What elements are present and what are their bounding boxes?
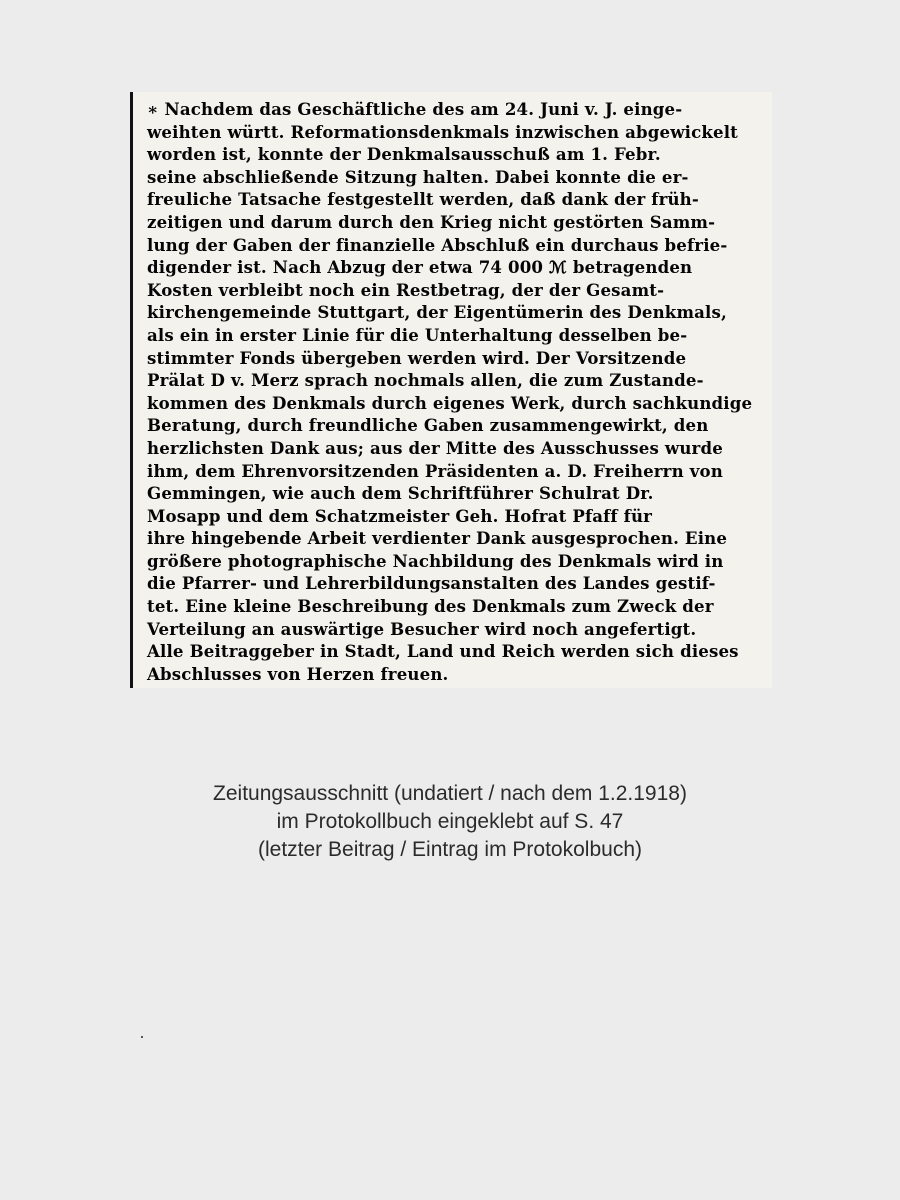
caption bbox=[0, 780, 900, 864]
clipping-line: die Pfarrer- und Lehrerbildungsanstalten des Landes gestif- bbox=[147, 573, 716, 594]
scan-speck bbox=[141, 1036, 143, 1038]
clipping-line: ihre hingebende Arbeit verdienter Dank ausgesprochen. Eine bbox=[147, 528, 728, 549]
clipping-line: als ein in erster Linie für die Unterhaltung desselben be- bbox=[147, 324, 688, 345]
clipping-line: Verteilung an auswärtige Besucher wird noch angefertigt. bbox=[147, 618, 697, 639]
clipping-line: größere photographische Nachbildung des Denkmals wird in bbox=[147, 550, 724, 571]
clipping-line: ∗ Nachdem das Geschäftliche des am 24. Juni v. J. einge- bbox=[147, 99, 683, 119]
clipping-line: digender ist. Nach Abzug der etwa 74 000 ℳ betragenden bbox=[147, 257, 693, 278]
clipping-line: lung der Gaben der finanzielle Abschluß ein durchaus befrie- bbox=[147, 234, 728, 255]
clipping-line: Prälat D v. Merz sprach nochmals allen, die zum Zustande- bbox=[147, 370, 704, 391]
clipping-line: Kosten verbleibt noch ein Restbetrag, der der Gesamt- bbox=[147, 279, 665, 300]
clipping-line: weihten württ. Reformationsdenkmals inzwischen abgewickelt bbox=[147, 121, 738, 142]
newspaper-clipping bbox=[130, 92, 772, 688]
caption-line-1: Zeitungsausschnitt (undatiert / nach dem 1.2.1918) bbox=[213, 782, 687, 805]
clipping-line: Abschlusses von Herzen freuen. bbox=[147, 663, 449, 684]
clipping-line: Gemmingen, wie auch dem Schriftführer Schulrat Dr. bbox=[147, 483, 654, 504]
clipping-line: tet. Eine kleine Beschreibung des Denkmals zum Zweck der bbox=[147, 596, 714, 617]
clipping-line: kirchengemeinde Stuttgart, der Eigentümerin des Denkmals, bbox=[147, 302, 727, 323]
clipping-line: freuliche Tatsache festgestellt werden, daß dank der früh- bbox=[147, 189, 699, 210]
clipping-line: stimmter Fonds übergeben werden wird. Der Vorsitzende bbox=[147, 347, 687, 368]
caption-line-3: (letzter Beitrag / Eintrag im Protokolbuch) bbox=[258, 838, 642, 861]
clipping-line: zeitigen und darum durch den Krieg nicht gestörten Samm- bbox=[147, 211, 716, 232]
clipping-text bbox=[147, 98, 768, 685]
clipping-line: kommen des Denkmals durch eigenes Werk, durch sachkundige bbox=[147, 392, 753, 413]
clipping-line: Alle Beitraggeber in Stadt, Land und Reich werden sich dieses bbox=[147, 641, 739, 662]
clipping-line: seine abschließende Sitzung halten. Dabei konnte die er- bbox=[147, 166, 689, 187]
clipping-line: ihm, dem Ehrenvorsitzenden Präsidenten a. D. Freiherrn von bbox=[147, 460, 723, 481]
caption-line-2: im Protokollbuch eingeklebt auf S. 47 bbox=[276, 810, 624, 833]
clipping-line: Beratung, durch freundliche Gaben zusammengewirkt, den bbox=[147, 415, 709, 436]
clipping-line: Mosapp und dem Schatzmeister Geh. Hofrat Pfaff für bbox=[147, 505, 653, 526]
clipping-line: worden ist, konnte der Denkmalsausschuß am 1. Febr. bbox=[147, 144, 661, 165]
clipping-line: herzlichsten Dank aus; aus der Mitte des Ausschusses wurde bbox=[147, 437, 723, 458]
